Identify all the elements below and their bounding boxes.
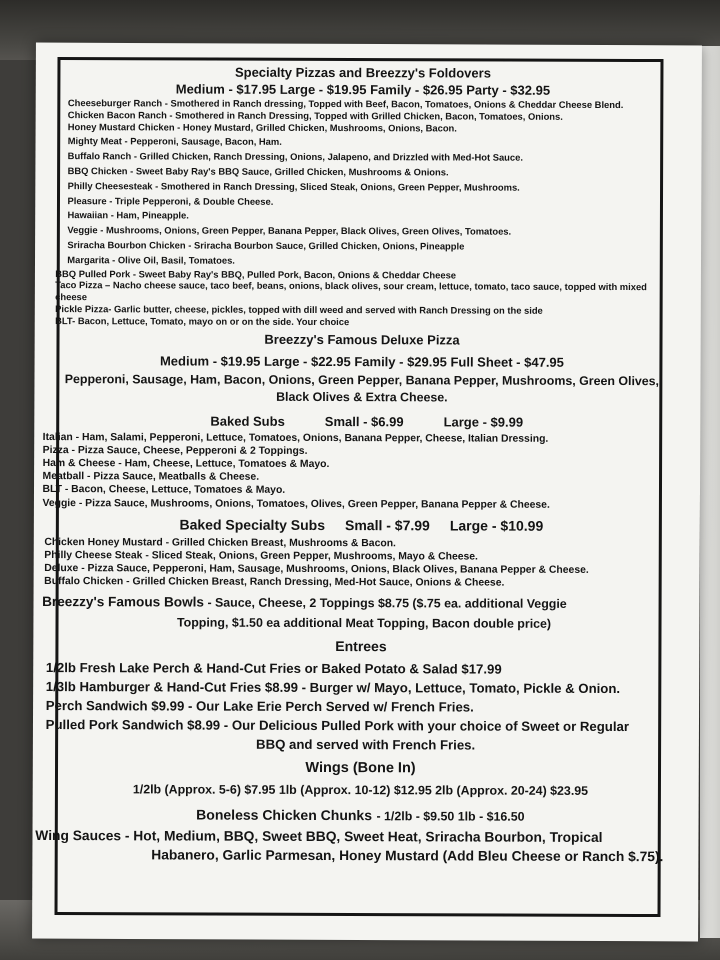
- list-item: Perch Sandwich $9.99 - Our Lake Erie Perch Served w/ French Fries.: [45, 697, 474, 715]
- specialty-subs-list: [36, 536, 686, 591]
- deluxe-prices: Medium - $19.95 Large - $22.95 Family - $29.95 Full Sheet - $47.95: [159, 352, 564, 370]
- bowls-desc: - Sauce, Cheese, 2 Toppings $8.75 ($.75 ea. additional Veggie: [207, 595, 567, 611]
- list-item: Chicken Bacon Ranch - Smothered in Ranch Dressing, Topped with Grilled Chicken, Bacon, Tomatoes, Onions.: [67, 108, 563, 122]
- list-item: Veggie - Mushrooms, Onions, Green Pepper, Banana Pepper, Black Olives, Green Olives, Tomatoes.: [67, 224, 512, 237]
- list-item: Honey Mustard Chicken - Honey Mustard, Grilled Chicken, Mushrooms, Onions, Bacon.: [67, 120, 457, 134]
- list-item: Mighty Meat - Pepperoni, Sausage, Bacon, Ham.: [67, 135, 282, 148]
- baked-subs-title: Baked Subs: [210, 413, 285, 429]
- entrees-title: Entrees: [335, 637, 387, 654]
- list-item: Sriracha Bourbon Chicken - Sriracha Bourbon Sauce, Grilled Chicken, Onions, Pineapple: [67, 239, 465, 252]
- baked-subs-small: Small - $6.99: [324, 413, 404, 429]
- chunks-title: Boneless Chicken Chunks: [196, 806, 373, 823]
- menu-content: [35, 64, 688, 866]
- bowls-title: Breezzy's Famous Bowls: [42, 593, 205, 610]
- list-item: Veggie - Pizza Sauce, Mushrooms, Onions, Tomatoes, Olives, Green Pepper, Banana Pepper & Cheese.: [42, 497, 550, 511]
- wings-title: Wings (Bone In): [305, 759, 416, 776]
- list-item: Buffalo Chicken - Grilled Chicken Breast, Ranch Dressing, Med-Hot Sauce, Onions & Cheese.: [44, 576, 505, 590]
- list-item: Pizza - Pizza Sauce, Cheese, Pepperoni & 2 Toppings.: [42, 444, 308, 457]
- list-item: 1/2lb Fresh Lake Perch & Hand-Cut Fries or Baked Potato & Salad $17.99: [45, 659, 502, 677]
- specialty-subs-title: Baked Specialty Subs: [179, 516, 326, 533]
- wings-prices: 1/2lb (Approx. 5-6) $7.95 1lb (Approx. 10-12) $12.95 2lb (Approx. 20-24) $23.95: [132, 781, 589, 798]
- list-item: BLT- Bacon, Lettuce, Tomato, mayo on or on the side. Your choice: [55, 314, 350, 327]
- bowls-line-2: Topping, $1.50 ea additional Meat Topping, Bacon double price): [176, 615, 552, 631]
- baked-subs-list: [36, 431, 686, 512]
- list-item: Chicken Honey Mustard - Grilled Chicken Breast, Mushrooms & Bacon.: [44, 536, 396, 550]
- list-item: Cheeseburger Ranch - Smothered in Ranch dressing, Topped with Beef, Bacon, Tomatoes, Onions & Cheddar Cheese Blend.: [67, 97, 624, 111]
- specialty-prices: Medium - $17.95 Large - $19.95 Family - $26.95 Party - $32.95: [175, 81, 551, 98]
- list-item: Ham & Cheese - Ham, Cheese, Lettuce, Tomatoes & Mayo.: [42, 457, 330, 470]
- list-item: Margarita - Olive Oil, Basil, Tomatoes.: [67, 253, 235, 266]
- baked-subs-large: Large - $9.99: [443, 413, 524, 430]
- list-item: 1/3lb Hamburger & Hand-Cut Fries $8.99 - Burger w/ Mayo, Lettuce, Tomato, Pickle & Onion.: [45, 678, 621, 696]
- bowls-line-1: [42, 593, 686, 613]
- list-item: Pickle Pizza- Garlic butter, cheese, pickles, topped with dill weed and served with Ranch Dressing on the side: [55, 303, 543, 316]
- list-item: Italian - Ham, Salami, Pepperoni, Lettuce, Tomatoes, Onions, Banana Pepper, Cheese, Italian Dressing.: [42, 431, 549, 445]
- specialty-list: [37, 97, 688, 268]
- sauces-line-1: Wing Sauces - Hot, Medium, BBQ, Sweet BBQ, Sweet Heat, Sriracha Bourbon, Tropical: [35, 827, 603, 845]
- list-item: BLT - Bacon, Cheese, Lettuce, Tomatoes & Mayo.: [42, 484, 286, 497]
- list-item: Pulled Pork Sandwich $8.99 - Our Delicious Pulled Pork with your choice of Sweet or Regular: [45, 716, 630, 734]
- deluxe-toppings: Pepperoni, Sausage, Ham, Bacon, Onions, Green Pepper, Banana Pepper, Mushrooms, Green Olives, Black Olives & Extra Cheese.: [64, 371, 660, 404]
- entrees-list: [36, 658, 686, 755]
- specialty-title: Specialty Pizzas and Breezzy's Foldovers: [234, 64, 491, 81]
- list-item: Buffalo Ranch - Grilled Chicken, Ranch Dressing, Onions, Jalapeno, and Drizzled with Med-Hot Sauce.: [67, 150, 523, 163]
- specialty-list-lower: [37, 268, 687, 329]
- list-item: Pleasure - Triple Pepperoni, & Double Cheese.: [67, 194, 274, 207]
- list-item: BBQ Chicken - Sweet Baby Ray's BBQ Sauce, Grilled Chicken, Mushrooms & Onions.: [67, 165, 449, 178]
- deluxe-title: Breezzy's Famous Deluxe Pizza: [264, 331, 460, 348]
- list-item: Taco Pizza – Nacho cheese sauce, taco beef, beans, onions, black olives, sour cream, lettuce, tomato, taco sauce, topped with mixed cheese: [55, 279, 647, 303]
- paper-edge: [700, 46, 720, 938]
- chunks-line: [35, 806, 685, 826]
- list-item: BBQ Pulled Pork - Sweet Baby Ray's BBQ, Pulled Pork, Bacon, Onions & Cheddar Cheese: [55, 267, 457, 281]
- list-item: Philly Cheese Steak - Sliced Steak, Onions, Green Pepper, Mushrooms, Mayo & Cheese.: [44, 549, 478, 563]
- specialty-subs-header: [36, 516, 686, 534]
- bowls-section: [36, 593, 686, 633]
- chunks-prices: - 1/2lb - $9.50 1lb - $16.50: [376, 808, 525, 824]
- specialty-subs-large: Large - $10.99: [449, 517, 544, 534]
- baked-subs-header: [37, 413, 687, 431]
- specialty-subs-small: Small - $7.99: [345, 516, 430, 534]
- list-item: Philly Cheesesteak - Smothered in Ranch Dressing, Sliced Steak, Onions, Green Pepper, Mushrooms.: [67, 179, 520, 193]
- list-item: BBQ and served with French Fries.: [256, 736, 476, 753]
- sauces-section: [35, 826, 685, 866]
- list-item: Meatball - Pizza Sauce, Meatballs & Cheese.: [42, 471, 260, 483]
- list-item: Deluxe - Pizza Sauce, Pepperoni, Ham, Sausage, Mushrooms, Onions, Black Olives, Banana Pepper & Cheese.: [44, 563, 589, 577]
- sauces-line-2: Habanero, Garlic Parmesan, Honey Mustard (Add Bleu Cheese or Ranch $.75).: [151, 846, 664, 864]
- list-item: Hawaiian - Ham, Pineapple.: [67, 209, 189, 221]
